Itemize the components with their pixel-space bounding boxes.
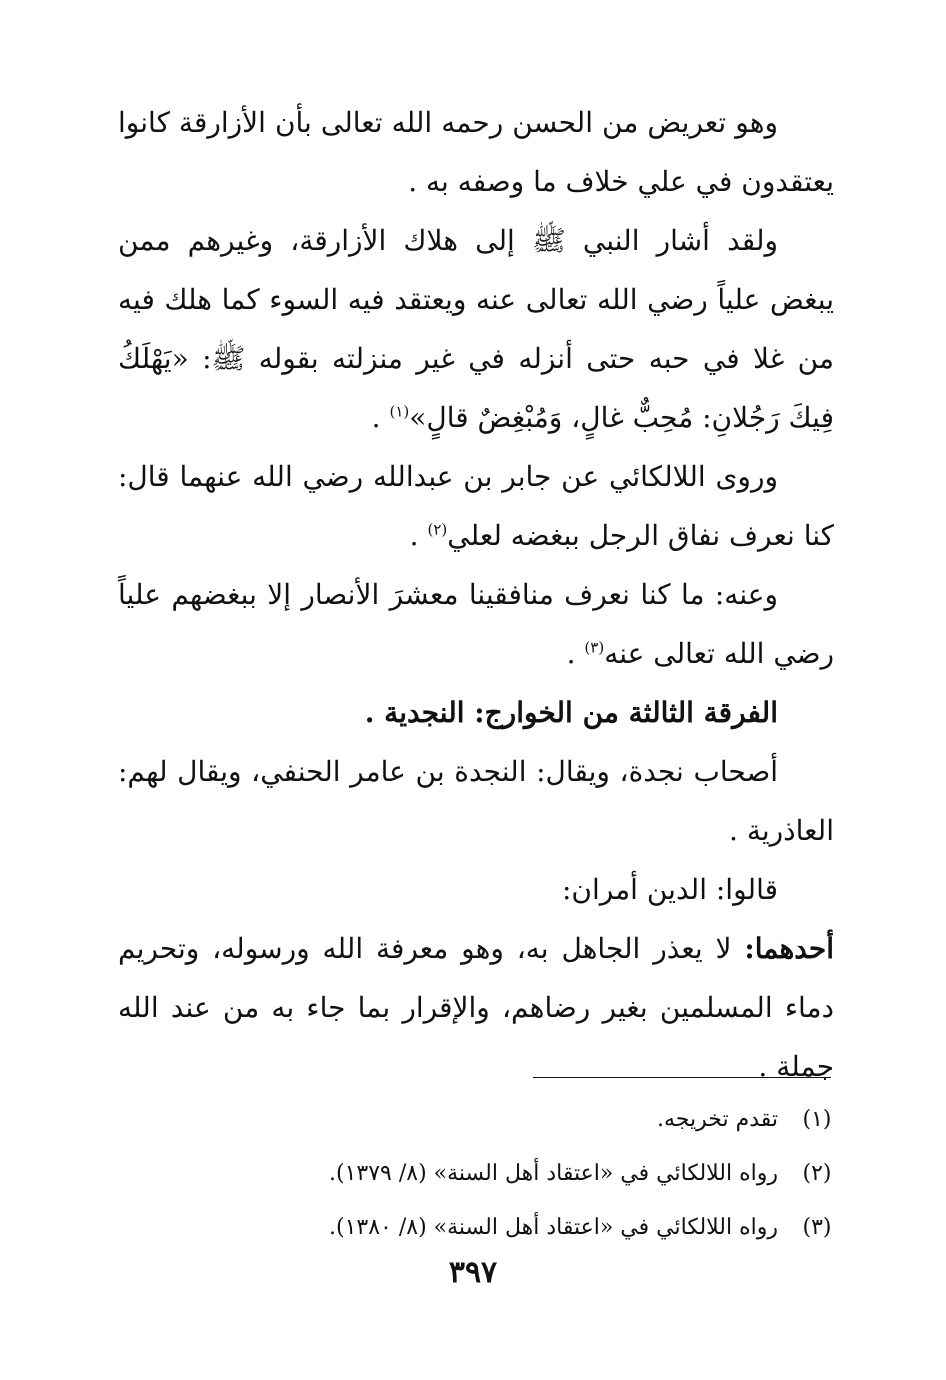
footnote-text: رواه اللالكائي في «اعتقاد أهل السنة» (٨/ ١٣٨٠). — [329, 1215, 778, 1240]
section-heading: الفرقة الثالثة من الخوارج: النجدية . — [364, 696, 778, 729]
footnote-1 — [200, 1093, 834, 1147]
footnote-number: (٣) — [802, 1215, 832, 1240]
main-text — [118, 93, 834, 1096]
footnote-ref-3: (٣) — [584, 638, 605, 657]
footnote-text: رواه اللالكائي في «اعتقاد أهل السنة» (٨/ ١٣٧٩). — [329, 1161, 778, 1186]
paragraph-7-text: لا يعذر الجاهل به، وهو معرفة الله ورسوله، وتحريم دماء المسلمين بغير رضاهم، والإقرار بما جاء به من عند الله جملة . — [118, 932, 834, 1083]
paragraph-2 — [118, 211, 834, 447]
footnote-text: تقدم تخريجه. — [657, 1107, 778, 1132]
paragraph-1-line-2: يعتقدون في علي خلاف ما وصفه به . — [408, 165, 834, 198]
footnote-3 — [200, 1201, 834, 1255]
footnote-2 — [200, 1147, 834, 1201]
paragraph-4-end: . — [566, 637, 576, 670]
paragraph-7 — [118, 919, 834, 1096]
paragraph-1 — [118, 93, 834, 211]
paragraph-4-text: وعنه: ما كنا نعرف منافقينا معشرَ الأنصار إلا ببغضهم علياً رضي الله تعالى عنه — [118, 578, 834, 670]
footnote-ref-2: (٢) — [427, 520, 448, 539]
footnotes — [200, 1093, 834, 1255]
paragraph-5: أصحاب نجدة، ويقال: النجدة بن عامر الحنفي، ويقال لهم: العاذرية . — [118, 755, 834, 847]
paragraph-6: قالوا: الدين أمران: — [561, 873, 778, 906]
footnote-number: (١) — [802, 1107, 832, 1132]
paragraph-2-end: . — [371, 401, 381, 434]
paragraph-4 — [118, 565, 834, 683]
paragraph-3-text: وروى اللالكائي عن جابر بن عبدالله رضي الله عنهما قال: كنا نعرف نفاق الرجل ببغضه لعلي — [118, 460, 834, 552]
paragraph-3-end: . — [409, 519, 419, 552]
footnote-separator — [533, 1077, 831, 1078]
paragraph-1-line-1: وهو تعريض من الحسن رحمه الله تعالى بأن الأزارقة كانوا — [118, 106, 778, 139]
paragraph-3 — [118, 447, 834, 565]
paragraph-2-text: ولقد أشار النبي ﷺ إلى هلاك الأزارقة، وغيرهم ممن يبغض علياً رضي الله تعالى عنه ويعتقد فيه السوء كما هلك فيه من غلا في حبه حتى أنزله في غير منزلته بقوله ﷺ: «يَهْلَكُ فِيكَ رَجُلانِ: مُحِبٌّ غالٍ، وَمُبْغِضٌ قالٍ» — [118, 224, 834, 434]
paragraph-7-lead: أحدهما: — [744, 932, 834, 965]
page-number: ٣٩٧ — [448, 1255, 498, 1290]
footnote-ref-1: (١) — [389, 402, 410, 421]
footnote-number: (٢) — [802, 1161, 832, 1186]
